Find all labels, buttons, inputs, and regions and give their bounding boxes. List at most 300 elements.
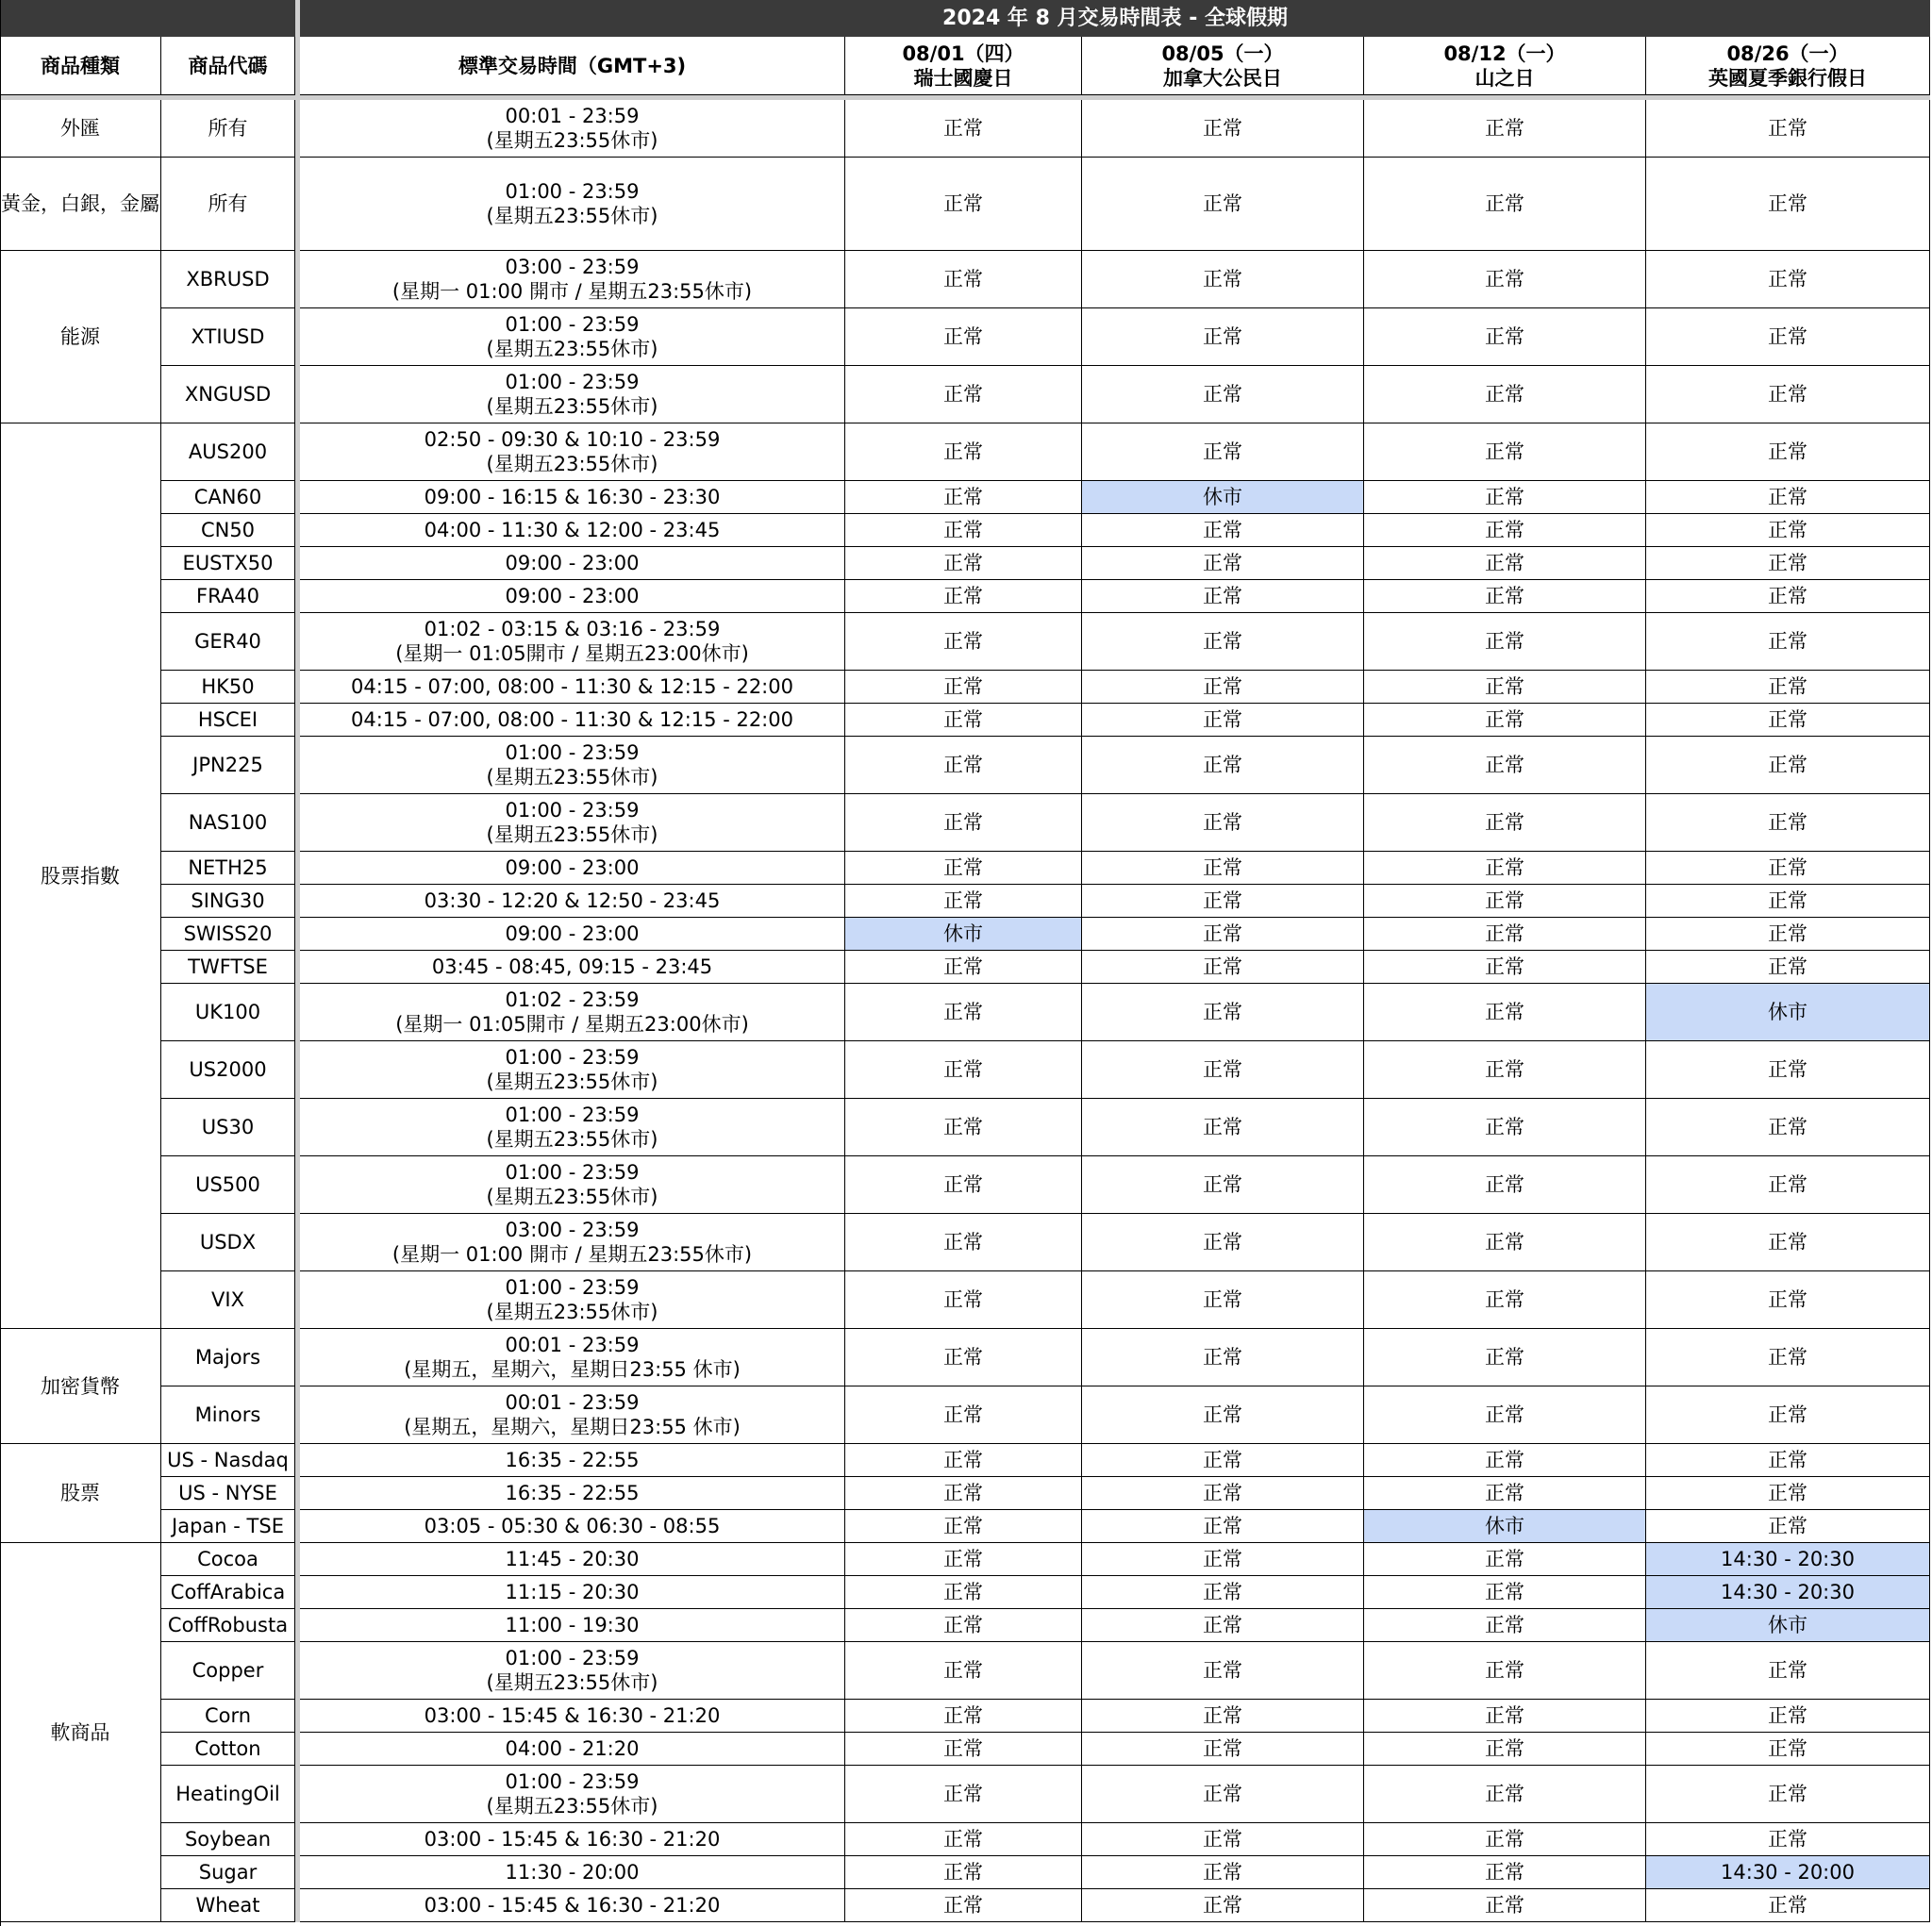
code-cell-text-1: JPN225 xyxy=(192,754,263,776)
hours-cell xyxy=(300,704,845,737)
status-cell xyxy=(1646,1156,1930,1214)
hours-cell xyxy=(300,1733,845,1766)
status-cell-text-1: 正常 xyxy=(943,1828,983,1851)
status-cell-text-1: 正常 xyxy=(1768,552,1807,574)
hours-cell-text-1: 01:00 - 23:59 xyxy=(505,799,640,822)
status-cell-closed xyxy=(1646,1576,1930,1609)
code-cell xyxy=(161,885,295,918)
status-cell-text-1: 正常 xyxy=(1485,1116,1524,1138)
status-cell-text-1: 正常 xyxy=(1768,1659,1807,1682)
code-cell-text-1: USDX xyxy=(199,1231,257,1254)
status-cell-text-1: 正常 xyxy=(1485,585,1524,607)
status-cell-text-1: 正常 xyxy=(1203,754,1242,776)
header-date-2 xyxy=(1082,37,1364,95)
status-cell-text-1: 正常 xyxy=(1768,117,1807,140)
status-cell xyxy=(845,613,1082,671)
code-cell xyxy=(161,1510,295,1543)
hours-cell xyxy=(300,1609,845,1642)
code-cell-text-1: XNGUSD xyxy=(184,383,272,406)
status-cell xyxy=(1082,951,1364,984)
hours-cell xyxy=(300,1576,845,1609)
hours-cell-text-1: 11:30 - 20:00 xyxy=(505,1861,640,1884)
status-cell xyxy=(845,1214,1082,1271)
hours-cell-text-2: (星期五23:55休市) xyxy=(486,338,658,360)
status-cell xyxy=(1082,547,1364,580)
hours-cell-text-2: (星期一 01:00 開市 / 星期五23:55休市) xyxy=(391,280,753,303)
header-date-2-text-2: 加拿大公民日 xyxy=(1163,66,1282,90)
status-cell-text-1: 正常 xyxy=(943,630,983,653)
status-cell xyxy=(1364,1609,1646,1642)
category-cell xyxy=(0,1329,161,1444)
hours-cell-text-1: 09:00 - 23:00 xyxy=(505,922,640,945)
status-cell xyxy=(1082,852,1364,885)
status-cell xyxy=(845,1099,1082,1156)
status-cell xyxy=(845,100,1082,158)
status-cell xyxy=(845,251,1082,308)
status-cell xyxy=(1364,1543,1646,1576)
status-cell xyxy=(845,1609,1082,1642)
status-cell-text-1: 正常 xyxy=(1485,325,1524,348)
status-cell xyxy=(1082,794,1364,852)
hours-cell-text-1: 16:35 - 22:55 xyxy=(505,1482,640,1504)
status-cell-text-1: 正常 xyxy=(943,754,983,776)
hours-cell-text-1: 11:15 - 20:30 xyxy=(505,1581,640,1603)
status-cell xyxy=(845,885,1082,918)
status-cell xyxy=(1082,704,1364,737)
header-date-3-text-2: 山之日 xyxy=(1474,66,1535,90)
status-cell-text-1: 正常 xyxy=(943,1173,983,1196)
status-cell-text-1: 正常 xyxy=(1485,1173,1524,1196)
status-cell xyxy=(1646,100,1930,158)
category-cell xyxy=(0,158,161,251)
hours-cell-text-1: 01:00 - 23:59 xyxy=(505,1046,640,1069)
column-separator xyxy=(295,0,300,1922)
status-cell-text-1: 正常 xyxy=(1485,486,1524,508)
code-cell xyxy=(161,251,295,308)
status-cell xyxy=(845,1156,1082,1214)
status-cell-closed xyxy=(1646,1609,1930,1642)
status-cell xyxy=(1364,1099,1646,1156)
status-cell xyxy=(1364,1271,1646,1329)
status-cell-text-1: 正常 xyxy=(943,1783,983,1805)
status-cell-closed-text-1: 休市 xyxy=(1768,1614,1807,1636)
status-cell-text-1: 正常 xyxy=(1485,1548,1524,1570)
status-cell-text-1: 正常 xyxy=(943,552,983,574)
hours-cell-text-2: (星期五23:55休市) xyxy=(486,1186,658,1208)
status-cell xyxy=(1646,1642,1930,1700)
code-cell xyxy=(161,737,295,794)
code-cell xyxy=(161,580,295,613)
status-cell-text-1: 正常 xyxy=(1203,1288,1242,1311)
status-cell xyxy=(845,1271,1082,1329)
category-cell-text-1: 黃金，白銀，金屬 xyxy=(1,192,159,215)
status-cell-text-1: 正常 xyxy=(943,1403,983,1426)
status-cell xyxy=(845,984,1082,1041)
status-cell xyxy=(1082,1041,1364,1099)
status-cell-closed-text-1: 休市 xyxy=(943,922,983,945)
status-cell-text-1: 正常 xyxy=(1203,268,1242,291)
hours-cell xyxy=(300,1329,845,1386)
status-cell xyxy=(1082,1733,1364,1766)
status-cell xyxy=(845,366,1082,423)
status-cell xyxy=(1364,1156,1646,1214)
hours-cell xyxy=(300,1099,845,1156)
hours-cell xyxy=(300,671,845,704)
hours-cell-text-1: 01:00 - 23:59 xyxy=(505,313,640,336)
status-cell xyxy=(845,1823,1082,1856)
hours-cell-text-1: 01:00 - 23:59 xyxy=(505,741,640,764)
status-cell-text-1: 正常 xyxy=(1768,1116,1807,1138)
category-cell xyxy=(0,251,161,423)
status-cell-text-1: 正常 xyxy=(1768,519,1807,541)
status-cell-text-1: 正常 xyxy=(1203,708,1242,731)
code-cell xyxy=(161,1733,295,1766)
status-cell-text-1: 正常 xyxy=(1485,754,1524,776)
status-cell xyxy=(1364,100,1646,158)
hours-cell-text-1: 03:00 - 23:59 xyxy=(505,1219,640,1241)
hours-cell xyxy=(300,514,845,547)
status-cell xyxy=(1646,737,1930,794)
status-cell-text-1: 正常 xyxy=(1203,1704,1242,1727)
status-cell-text-1: 正常 xyxy=(1203,675,1242,698)
status-cell-closed-text-1: 14:30 - 20:30 xyxy=(1721,1581,1855,1603)
hours-cell xyxy=(300,737,845,794)
hours-cell xyxy=(300,1477,845,1510)
status-cell xyxy=(1082,251,1364,308)
code-cell-text-1: CoffRobusta xyxy=(167,1614,289,1636)
status-cell xyxy=(1082,1609,1364,1642)
status-cell-text-1: 正常 xyxy=(1485,552,1524,574)
status-cell-text-1: 正常 xyxy=(1203,1548,1242,1570)
code-cell xyxy=(161,613,295,671)
status-cell xyxy=(1364,794,1646,852)
status-cell-text-1: 正常 xyxy=(1485,1614,1524,1636)
status-cell-text-1: 正常 xyxy=(1768,585,1807,607)
hours-cell-text-1: 03:30 - 12:20 & 12:50 - 23:45 xyxy=(424,889,721,912)
status-cell-text-1: 正常 xyxy=(1485,519,1524,541)
status-cell xyxy=(1646,308,1930,366)
status-cell-text-1: 正常 xyxy=(1203,1659,1242,1682)
status-cell xyxy=(845,671,1082,704)
status-cell xyxy=(845,580,1082,613)
status-cell xyxy=(1646,366,1930,423)
status-cell xyxy=(1646,1823,1930,1856)
hours-cell-text-1: 03:05 - 05:30 & 06:30 - 08:55 xyxy=(424,1515,721,1537)
status-cell xyxy=(1364,514,1646,547)
status-cell-text-1: 正常 xyxy=(1203,1058,1242,1081)
hours-cell xyxy=(300,251,845,308)
status-cell xyxy=(1646,885,1930,918)
hours-cell-text-2: (星期五23:55休市) xyxy=(486,1071,658,1093)
status-cell-text-1: 正常 xyxy=(1485,440,1524,463)
hours-cell-text-1: 01:00 - 23:59 xyxy=(505,1161,640,1184)
status-cell-text-1: 正常 xyxy=(1768,1058,1807,1081)
status-cell-text-1: 正常 xyxy=(1203,630,1242,653)
status-cell-text-1: 正常 xyxy=(943,1346,983,1369)
status-cell-text-1: 正常 xyxy=(943,1001,983,1023)
status-cell xyxy=(845,1889,1082,1922)
code-cell-text-1: FRA40 xyxy=(196,585,259,607)
hours-cell-text-1: 16:35 - 22:55 xyxy=(505,1449,640,1471)
code-cell xyxy=(161,366,295,423)
code-cell xyxy=(161,1156,295,1214)
category-cell-text-1: 軟商品 xyxy=(50,1720,110,1744)
code-cell-text-1: TWFTSE xyxy=(188,955,268,978)
status-cell-text-1: 正常 xyxy=(1485,889,1524,912)
status-cell xyxy=(1646,704,1930,737)
code-cell-text-1: Sugar xyxy=(198,1861,258,1884)
code-cell xyxy=(161,1444,295,1477)
header-date-3 xyxy=(1364,37,1646,95)
status-cell xyxy=(845,1642,1082,1700)
status-cell-text-1: 正常 xyxy=(943,192,983,215)
code-cell-text-1: SING30 xyxy=(191,889,265,912)
status-cell-text-1: 正常 xyxy=(1485,1861,1524,1884)
status-cell xyxy=(845,1477,1082,1510)
status-cell-text-1: 正常 xyxy=(1768,675,1807,698)
code-cell xyxy=(161,794,295,852)
status-cell-text-1: 正常 xyxy=(1768,1288,1807,1311)
hours-cell-text-2: (星期五23:55休市) xyxy=(486,823,658,846)
status-cell xyxy=(1646,514,1930,547)
status-cell xyxy=(1082,1477,1364,1510)
hours-cell-text-1: 01:00 - 23:59 xyxy=(505,1104,640,1126)
code-cell xyxy=(161,1543,295,1576)
status-cell-text-1: 正常 xyxy=(1203,585,1242,607)
code-cell xyxy=(161,1823,295,1856)
status-cell xyxy=(1364,1889,1646,1922)
status-cell xyxy=(845,704,1082,737)
status-cell xyxy=(1646,580,1930,613)
status-cell xyxy=(1082,100,1364,158)
status-cell-text-1: 正常 xyxy=(1768,1894,1807,1917)
hours-cell-text-1: 01:00 - 23:59 xyxy=(505,1647,640,1669)
status-cell-text-1: 正常 xyxy=(943,1548,983,1570)
page-title-text-1: 2024 年 8 月交易時間表 - 全球假期 xyxy=(942,6,1288,30)
status-cell-text-1: 正常 xyxy=(1203,1173,1242,1196)
status-cell-closed xyxy=(1646,1543,1930,1576)
status-cell-text-1: 正常 xyxy=(1768,1515,1807,1537)
code-cell-text-1: HSCEI xyxy=(197,708,258,731)
code-cell xyxy=(161,671,295,704)
status-cell xyxy=(1364,1041,1646,1099)
status-cell-text-1: 正常 xyxy=(943,325,983,348)
status-cell-text-1: 正常 xyxy=(1768,440,1807,463)
status-cell xyxy=(1082,613,1364,671)
status-cell xyxy=(1082,1271,1364,1329)
status-cell-closed-text-1: 14:30 - 20:00 xyxy=(1721,1861,1855,1884)
status-cell xyxy=(1646,1733,1930,1766)
header-date-4-text-2: 英國夏季銀行假日 xyxy=(1708,66,1867,90)
status-cell-text-1: 正常 xyxy=(1203,117,1242,140)
code-cell xyxy=(161,158,295,251)
status-cell xyxy=(1364,1856,1646,1889)
status-cell-text-1: 正常 xyxy=(1203,1403,1242,1426)
status-cell xyxy=(1364,918,1646,951)
status-cell xyxy=(845,308,1082,366)
status-cell xyxy=(1082,1444,1364,1477)
hours-cell-text-1: 03:00 - 15:45 & 16:30 - 21:20 xyxy=(424,1894,721,1917)
hours-cell-text-2: (星期一 01:05開市 / 星期五23:00休市) xyxy=(395,1013,749,1036)
status-cell-text-1: 正常 xyxy=(943,440,983,463)
status-cell-text-1: 正常 xyxy=(1768,630,1807,653)
status-cell xyxy=(1646,251,1930,308)
status-cell xyxy=(1364,1386,1646,1444)
hours-cell xyxy=(300,1444,845,1477)
status-cell-text-1: 正常 xyxy=(1485,1001,1524,1023)
status-cell xyxy=(845,514,1082,547)
hours-cell-text-1: 01:02 - 03:15 & 03:16 - 23:59 xyxy=(424,618,721,640)
status-cell xyxy=(1646,951,1930,984)
status-cell xyxy=(1646,1700,1930,1733)
status-cell xyxy=(845,1766,1082,1823)
status-cell-text-1: 正常 xyxy=(1485,811,1524,834)
status-cell-text-1: 正常 xyxy=(1203,440,1242,463)
code-cell xyxy=(161,984,295,1041)
status-cell-text-1: 正常 xyxy=(1203,1581,1242,1603)
status-cell-text-1: 正常 xyxy=(943,811,983,834)
hours-cell-text-2: (星期五23:55休市) xyxy=(486,205,658,227)
status-cell-text-1: 正常 xyxy=(1203,922,1242,945)
status-cell-text-1: 正常 xyxy=(1768,708,1807,731)
status-cell xyxy=(1646,1271,1930,1329)
code-cell xyxy=(161,1386,295,1444)
code-cell xyxy=(161,514,295,547)
header-date-3-text-1: 08/12（一） xyxy=(1443,42,1566,65)
header-date-1-text-1: 08/01（四） xyxy=(902,42,1024,65)
hours-cell-text-1: 09:00 - 23:00 xyxy=(505,856,640,879)
code-cell xyxy=(161,951,295,984)
status-cell-text-1: 正常 xyxy=(1203,1894,1242,1917)
hours-cell-text-1: 02:50 - 09:30 & 10:10 - 23:59 xyxy=(424,428,721,451)
status-cell-text-1: 正常 xyxy=(1485,1659,1524,1682)
hours-cell-text-1: 04:15 - 07:00, 08:00 - 11:30 & 12:15 - 22:00 xyxy=(351,708,793,731)
status-cell-text-1: 正常 xyxy=(943,1231,983,1254)
status-cell-text-1: 正常 xyxy=(1485,1783,1524,1805)
hours-cell-text-2: (星期一 01:05開市 / 星期五23:00休市) xyxy=(395,642,749,665)
code-cell-text-1: NAS100 xyxy=(188,811,268,834)
status-cell xyxy=(1646,1510,1930,1543)
status-cell xyxy=(845,423,1082,481)
status-cell-text-1: 正常 xyxy=(1768,1482,1807,1504)
hours-cell xyxy=(300,1642,845,1700)
status-cell xyxy=(1364,481,1646,514)
code-cell-text-1: GER40 xyxy=(194,630,261,653)
status-cell xyxy=(1082,1642,1364,1700)
code-cell-text-1: Japan - TSE xyxy=(172,1515,284,1537)
code-cell xyxy=(161,1889,295,1922)
hours-cell xyxy=(300,580,845,613)
status-cell-text-1: 正常 xyxy=(1203,889,1242,912)
status-cell-text-1: 正常 xyxy=(1485,1828,1524,1851)
status-cell-text-1: 正常 xyxy=(943,1288,983,1311)
status-cell xyxy=(1082,1099,1364,1156)
code-cell xyxy=(161,1329,295,1386)
page-title xyxy=(300,0,1930,37)
hours-cell-text-2: (星期五23:55休市) xyxy=(486,1671,658,1694)
status-cell-text-1: 正常 xyxy=(1768,1173,1807,1196)
status-cell xyxy=(845,951,1082,984)
header-date-4 xyxy=(1646,37,1930,95)
hours-cell-text-1: 00:01 - 23:59 xyxy=(505,105,640,127)
hours-cell-text-1: 09:00 - 23:00 xyxy=(505,585,640,607)
code-cell-text-1: US30 xyxy=(201,1116,255,1138)
code-cell xyxy=(161,1214,295,1271)
status-cell xyxy=(1082,1766,1364,1823)
status-cell xyxy=(1082,1329,1364,1386)
code-cell xyxy=(161,423,295,481)
status-cell-text-1: 正常 xyxy=(943,1581,983,1603)
hours-cell xyxy=(300,1156,845,1214)
category-cell xyxy=(0,423,161,1329)
hours-cell xyxy=(300,918,845,951)
header-separator xyxy=(0,95,1930,100)
status-cell-text-1: 正常 xyxy=(1768,1346,1807,1369)
category-cell xyxy=(0,1444,161,1543)
status-cell-text-1: 正常 xyxy=(943,486,983,508)
status-cell xyxy=(1082,1823,1364,1856)
status-cell-text-1: 正常 xyxy=(1768,811,1807,834)
status-cell-text-1: 正常 xyxy=(943,708,983,731)
hours-cell-text-1: 09:00 - 16:15 & 16:30 - 23:30 xyxy=(424,486,721,508)
status-cell-text-1: 正常 xyxy=(1203,192,1242,215)
hours-cell-text-1: 11:45 - 20:30 xyxy=(505,1548,640,1570)
status-cell xyxy=(1364,885,1646,918)
status-cell xyxy=(1082,1889,1364,1922)
status-cell-text-1: 正常 xyxy=(1485,1403,1524,1426)
code-cell-text-1: US - NYSE xyxy=(178,1482,277,1504)
status-cell-text-1: 正常 xyxy=(1485,708,1524,731)
status-cell-text-1: 正常 xyxy=(943,383,983,406)
status-cell xyxy=(1646,158,1930,251)
status-cell-text-1: 正常 xyxy=(1203,1614,1242,1636)
status-cell-closed-text-1: 14:30 - 20:30 xyxy=(1721,1548,1855,1570)
table-left-border xyxy=(0,0,1,1926)
hours-cell-text-2: (星期五，星期六，星期日23:55 休市) xyxy=(404,1358,741,1381)
code-cell xyxy=(161,1766,295,1823)
hours-cell xyxy=(300,1856,845,1889)
hours-cell-text-1: 01:00 - 23:59 xyxy=(505,1770,640,1793)
category-cell-text-1: 加密貨幣 xyxy=(41,1374,120,1398)
status-cell xyxy=(1646,1766,1930,1823)
code-cell-text-1: AUS200 xyxy=(188,440,268,463)
hours-cell xyxy=(300,1386,845,1444)
status-cell-text-1: 正常 xyxy=(1203,552,1242,574)
hours-cell xyxy=(300,423,845,481)
status-cell xyxy=(1646,1099,1930,1156)
hours-cell xyxy=(300,1700,845,1733)
status-cell-text-1: 正常 xyxy=(943,675,983,698)
status-cell-text-1: 正常 xyxy=(1768,856,1807,879)
status-cell-text-1: 正常 xyxy=(943,1704,983,1727)
code-cell-text-1: 所有 xyxy=(208,192,248,215)
status-cell xyxy=(1082,514,1364,547)
status-cell-text-1: 正常 xyxy=(1203,856,1242,879)
hours-cell xyxy=(300,1214,845,1271)
hours-cell xyxy=(300,366,845,423)
code-cell-text-1: Corn xyxy=(204,1704,252,1727)
hours-cell-text-1: 03:00 - 15:45 & 16:30 - 21:20 xyxy=(424,1704,721,1727)
status-cell-text-1: 正常 xyxy=(943,1614,983,1636)
status-cell xyxy=(845,547,1082,580)
status-cell xyxy=(845,1510,1082,1543)
code-cell-text-1: SWISS20 xyxy=(183,922,273,945)
category-cell-text-1: 股票 xyxy=(60,1482,100,1504)
status-cell-text-1: 正常 xyxy=(943,955,983,978)
status-cell-text-1: 正常 xyxy=(1485,1449,1524,1471)
status-cell-closed-text-1: 休市 xyxy=(1203,486,1242,508)
status-cell xyxy=(1082,308,1364,366)
